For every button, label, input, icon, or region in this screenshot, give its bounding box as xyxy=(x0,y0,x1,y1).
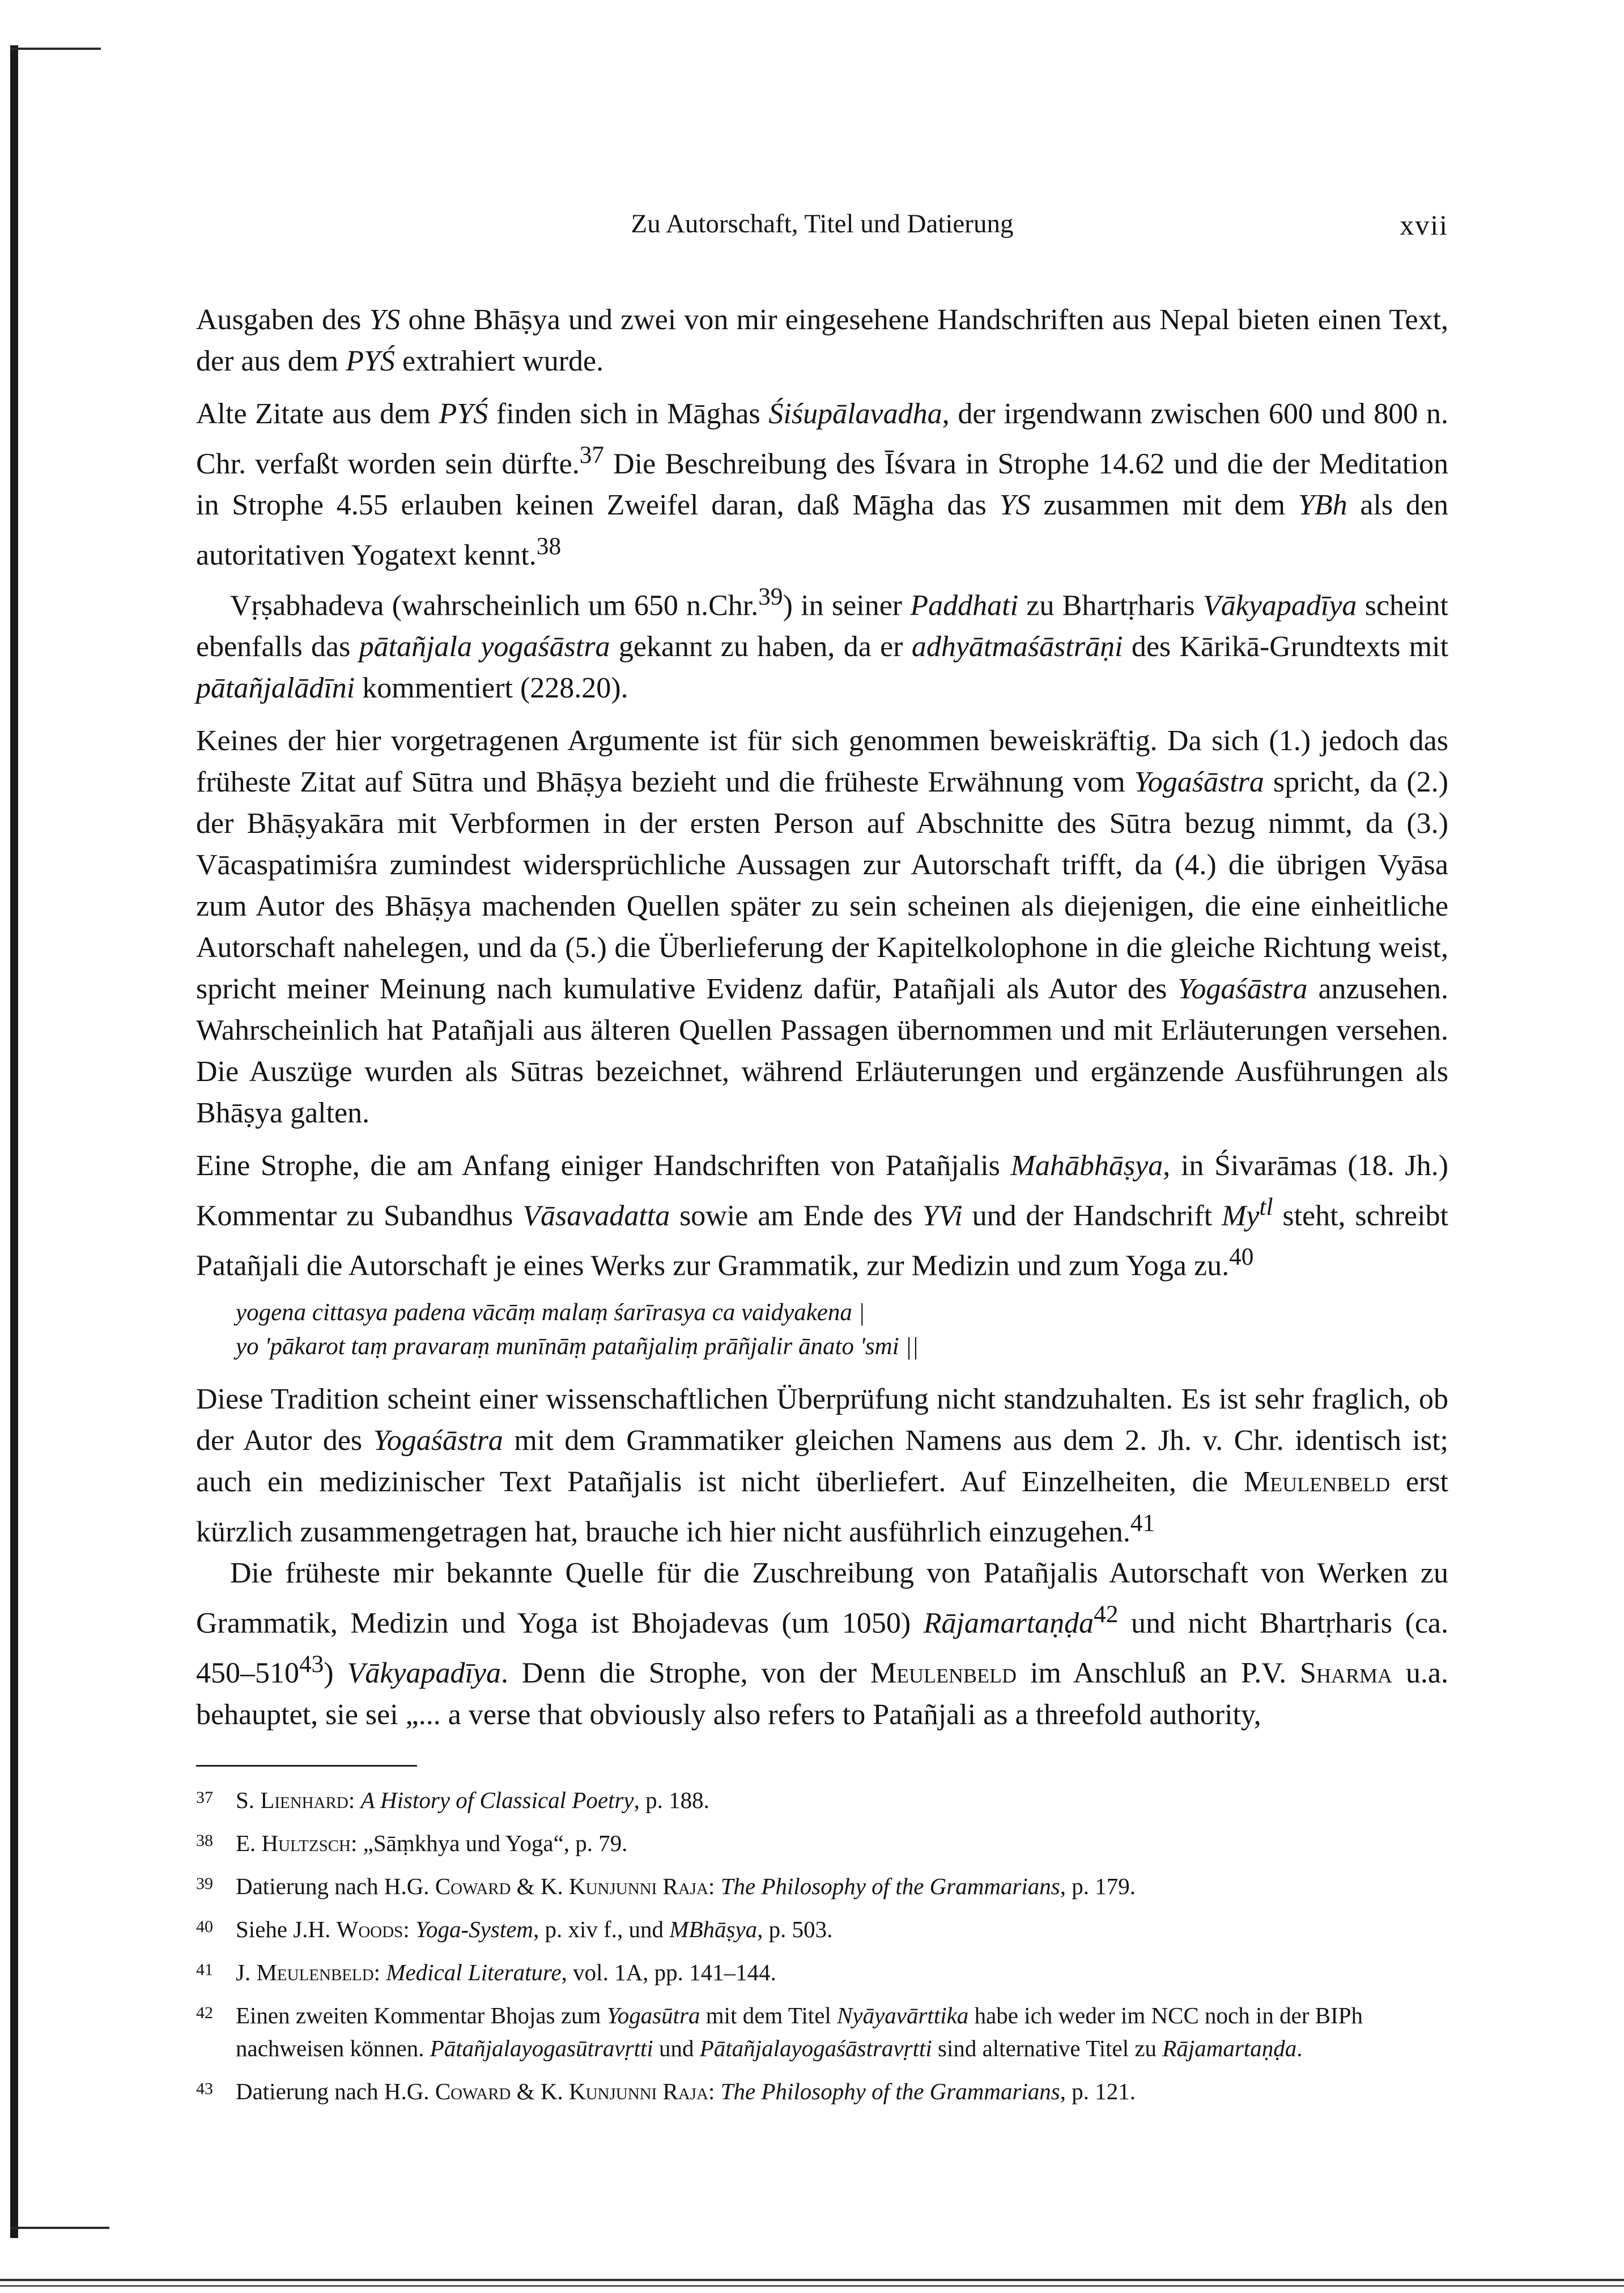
text-run: im Anschluß an P.V. xyxy=(1017,1657,1300,1690)
text-run: des Kārikā-Grundtexts mit xyxy=(1123,630,1449,663)
paragraph-7 xyxy=(196,1552,1448,1735)
footnote-ref-43[interactable]: 43 xyxy=(299,1650,324,1678)
text-run: . Denn die Strophe, von der xyxy=(501,1657,870,1690)
text-run: S. xyxy=(236,1786,261,1813)
author-sharma: Sharma xyxy=(1300,1657,1392,1690)
text-run: ohne Bhāṣya und zwei von mir eingesehene Handschriften aus Nepal bieten einen Text, der aus dem xyxy=(196,304,1449,377)
footnote-text xyxy=(236,1827,1448,1860)
author-name: Woods xyxy=(336,1916,403,1942)
paragraph-6 xyxy=(196,1379,1448,1552)
text-run: mit dem Grammatiker gleichen Namens aus dem 2. Jh. v. Chr. identisch ist; auch ein medizinischer Text Patañjalis ist nicht überliefert. Auf Einzelheiten, die xyxy=(196,1424,1448,1498)
text-run: & K. xyxy=(511,2078,569,2104)
text-run: Die früheste mir bekannte Quelle für die Zuschreibung von Patañjalis Autorschaft von Werken zu Grammatik, Medizin und Yoga ist Bhojadevas (um 1050) xyxy=(196,1556,1448,1640)
footnote-text xyxy=(236,1870,1448,1903)
verse-line-2: yo 'pākarot taṃ pravaraṃ munīnāṃ patañjaliṃ prāñjalir ānato 'smi || xyxy=(236,1333,919,1360)
text-run: . xyxy=(1296,2035,1303,2061)
paragraph-4 xyxy=(196,720,1448,1134)
title-yogasastra: Yogaśāstra xyxy=(1134,765,1264,798)
footnote-text xyxy=(236,1784,1448,1816)
paragraph-5 xyxy=(196,1145,1448,1287)
title-vakyapadiya: Vākyapadīya xyxy=(1202,589,1357,622)
footnote-39 xyxy=(196,1870,1448,1903)
footnote-ref-41[interactable]: 41 xyxy=(1130,1509,1155,1537)
text-run: zu Bhartṛharis xyxy=(1018,589,1203,622)
text-run: und der Handschrift xyxy=(962,1199,1222,1232)
text-run: , p. xiv f., und xyxy=(533,1916,670,1942)
page-number: xvii xyxy=(1400,209,1448,241)
text-run: ) xyxy=(324,1657,347,1690)
term-patanjala-yogasastra: pātañjala yogaśāstra xyxy=(359,630,610,663)
author-meulenbeld: Meulenbeld xyxy=(870,1657,1017,1690)
text-run: Alte Zitate aus dem xyxy=(196,398,439,430)
text-run: , vol. 1A, pp. 141–144. xyxy=(561,1959,776,1985)
text-run: extrahiert wurde. xyxy=(394,345,604,377)
footnote-ref-42[interactable]: 42 xyxy=(1094,1600,1119,1628)
abbr-pys: PYŚ xyxy=(346,345,395,377)
footnote-number: 41 xyxy=(196,1960,213,1979)
text-run: und xyxy=(653,2035,700,2061)
text-run: scheint ebenfalls das xyxy=(196,589,1449,663)
paragraph-1 xyxy=(196,299,1448,382)
work-title: A History of Classical Poetry xyxy=(360,1786,634,1813)
text-run: : „Sāṃkhya und Yoga“, p. 79. xyxy=(351,1830,628,1856)
title-rajamartanda: Rājamartaṇḍa xyxy=(923,1607,1094,1640)
footnote-number: 37 xyxy=(196,1788,213,1807)
text-run: , in Śivarāmas (18. Jh.) Kommentar zu Subandhus xyxy=(196,1149,1448,1232)
text-run: als den autoritativen Yogatext kennt. xyxy=(196,489,1449,572)
footnote-number: 38 xyxy=(196,1831,213,1850)
abbr-pys: PYŚ xyxy=(439,398,488,430)
footnote-ref-40[interactable]: 40 xyxy=(1229,1243,1254,1271)
text-run: Vṛṣabhadeva (wahrscheinlich um 650 n.Chr. xyxy=(230,589,759,622)
author-name: Coward xyxy=(435,1873,511,1899)
footnote-37 xyxy=(196,1784,1448,1816)
work-title: Yoga-System xyxy=(415,1916,534,1942)
footnote-43 xyxy=(196,2075,1448,2108)
work-title: Rājamartaṇḍa xyxy=(1162,2035,1297,2061)
author-name: Meulenbeld xyxy=(256,1959,374,1985)
text-run: Ausgaben des xyxy=(196,304,369,336)
text-run: Siehe J.H. xyxy=(236,1916,337,1942)
title-yogasastra: Yogaśāstra xyxy=(1177,972,1308,1005)
text-run: gekannt zu haben, da er xyxy=(610,630,912,663)
page-header xyxy=(196,209,1448,248)
footnotes xyxy=(196,1784,1448,2108)
text-run: , p. 179. xyxy=(1060,1873,1136,1899)
author-name: Kunjunni Raja xyxy=(569,2078,709,2104)
title-vasavadatta: Vāsavadatta xyxy=(522,1199,670,1232)
author-name: Hultzsch xyxy=(261,1830,351,1856)
text-run: : xyxy=(403,1916,415,1942)
text-run: spricht, da (2.) der Bhāṣyakāra mit Verbformen in der ersten Person auf Abschnitte des Sūtra bezug nimmt, da (3.) Vācaspatimiśra zumindest widersprüchliche Aussagen zur Autorschaft trifft, da (4.) die übrigen Vyāsa zum Autor des Bhāṣya machenden Quellen später zu sein scheinen als diejenigen, die eine einheitliche Autorschaft nahelegen, und da (5.) die Überlieferung der Kapitelkolophone in die gleiche Richtung weist, spricht meiner Meinung nach kumulative Evidenz dafür, Patañjali als Autor des xyxy=(196,765,1448,1005)
text-run: habe ich weder im NCC noch in der BIPh nachweisen können. xyxy=(236,2002,1363,2061)
scan-crop-mark-top xyxy=(10,48,101,50)
footnote-ref-39[interactable]: 39 xyxy=(758,582,783,610)
text-run: anzusehen. Wahrscheinlich hat Patañjali aus älteren Quellen Passagen übernommen und mit Erläuterungen versehen. Die Auszüge wurden als Sūtras bezeichnet, während Erläuterungen und ergänzende Ausführungen als Bhāṣya galten. xyxy=(196,972,1448,1129)
scan-crop-mark-bottom xyxy=(10,2227,109,2229)
text-run: : xyxy=(348,1786,361,1813)
title-mahabhasya: Mahābhāṣya xyxy=(1010,1149,1163,1182)
work-title: Medical Literature xyxy=(386,1959,562,1985)
author-name: Coward xyxy=(435,2078,511,2104)
footnote-ref-38[interactable]: 38 xyxy=(536,533,562,560)
text-run: finden sich in Māghas xyxy=(488,398,769,430)
text-run: : xyxy=(708,2078,721,2104)
verse-quote xyxy=(236,1296,1448,1364)
paragraph-3 xyxy=(196,576,1448,709)
work-title: Yogasūtra xyxy=(606,2002,700,2028)
author-name: Lienhard xyxy=(260,1786,348,1813)
work-title: Pātañjalayogasūtravṛtti xyxy=(430,2035,653,2061)
text-run: Diese Tradition scheint einer wissenschaftlichen Überprüfung nicht standzuhalten. Es ist sehr fraglich, ob der Autor des xyxy=(196,1382,1448,1457)
work-title: Pātañjalayogaśāstravṛtti xyxy=(699,2035,932,2061)
text-run: Eine Strophe, die am Anfang einiger Handschriften von Patañjalis xyxy=(196,1149,1011,1182)
term-patanjaladini: pātañjalādīni xyxy=(196,671,355,704)
footnote-number: 42 xyxy=(196,2003,213,2022)
abbr-yvi: YVi xyxy=(922,1199,963,1232)
footnote-text xyxy=(236,1956,1448,1989)
abbr-ybh: YBh xyxy=(1298,489,1347,522)
term-adhyatmasastrani: adhyātmaśāstrāṇi xyxy=(911,630,1123,663)
text-run: Datierung nach H.G. xyxy=(236,1873,435,1899)
title-sisupalavadha: Śiśupālavadha xyxy=(768,398,942,430)
author-meulenbeld: Meulenbeld xyxy=(1243,1465,1391,1498)
author-name: Kunjunni Raja xyxy=(569,1873,709,1899)
footnote-number: 43 xyxy=(196,2079,213,2098)
text-run: Die Beschreibung des Īśvara in Strophe 14.62 und die der Meditation in Strophe 4.55 erlauben keinen Zweifel daran, daß Māgha das xyxy=(196,448,1449,522)
work-title: MBhāṣya xyxy=(669,1916,758,1942)
abbr-ys: YS xyxy=(369,304,401,336)
text-run: E. xyxy=(236,1830,262,1856)
paragraph-2 xyxy=(196,393,1448,576)
footnote-text xyxy=(236,1913,1448,1946)
footnote-number: 39 xyxy=(196,1874,213,1893)
text-run: u.a. behauptet, sie sei „... a verse that obviously also refers to Patañjali as a threefold authority, xyxy=(196,1657,1448,1731)
text-run: zusammen mit dem xyxy=(1030,489,1298,522)
footnote-text xyxy=(236,2075,1448,2108)
text-run: kommentiert (228.20). xyxy=(355,671,628,704)
scan-bottom-edge-shadow xyxy=(0,2285,1624,2287)
footnote-number: 40 xyxy=(196,1917,213,1936)
footnote-42 xyxy=(196,1999,1448,2065)
text-run: , p. 188. xyxy=(634,1786,709,1813)
main-text xyxy=(196,299,1448,2118)
scan-binding-edge xyxy=(10,45,18,2238)
siglum-my: My xyxy=(1222,1199,1260,1232)
text-run: Keines der hier vorgetragenen Argumente ist für sich genommen beweiskräftig. Da sich (1.) jedoch das früheste Zitat auf Sūtra und Bhāṣya bezieht und die früheste Erwähnung vom xyxy=(196,724,1448,798)
text-run: : xyxy=(708,1873,721,1899)
footnote-41 xyxy=(196,1956,1448,1989)
text-run: steht, schreibt Patañjali die Autorschaft je eines Werks zur Grammatik, zur Medizin und zum Yoga zu. xyxy=(196,1199,1448,1282)
text-run: : xyxy=(373,1959,386,1985)
text-run: erst kürzlich zusammengetragen hat, brauche ich hier nicht ausführlich einzugehen. xyxy=(196,1465,1448,1548)
siglum-my-sup: tl xyxy=(1259,1193,1273,1220)
text-run: , p. 121. xyxy=(1060,2078,1136,2104)
title-paddhati: Paddhati xyxy=(910,589,1019,622)
verse-line-1: yogena cittasya padena vācāṃ malaṃ śarīrasya ca vaidyakena | xyxy=(236,1299,865,1326)
title-yogasastra: Yogaśāstra xyxy=(373,1424,503,1457)
text-run: , der irgendwann zwischen 600 und 800 n. Chr. verfaßt worden sein dürfte. xyxy=(196,398,1448,480)
text-run: mit dem Titel xyxy=(700,2002,837,2028)
text-run: Datierung nach H.G. xyxy=(236,2078,435,2104)
text-run: Einen zweiten Kommentar Bhojas zum xyxy=(236,2002,607,2028)
scan-bottom-edge xyxy=(0,2279,1624,2281)
footnote-40 xyxy=(196,1913,1448,1946)
text-run: & K. xyxy=(511,1873,569,1899)
footnote-separator xyxy=(196,1765,417,1767)
text-run: ) in seiner xyxy=(783,589,911,622)
work-title: Nyāyavārttika xyxy=(837,2002,969,2028)
text-run: , p. 503. xyxy=(757,1916,833,1942)
footnote-text xyxy=(236,1999,1448,2065)
text-run: sind alternative Titel zu xyxy=(932,2035,1163,2061)
text-run: J. xyxy=(236,1959,257,1985)
running-title: Zu Autorschaft, Titel und Datierung xyxy=(631,209,1014,239)
work-title: The Philosophy of the Grammarians xyxy=(720,1873,1060,1899)
abbr-ys: YS xyxy=(999,489,1031,522)
text-run: sowie am Ende des xyxy=(670,1199,922,1232)
title-vakyapadiya: Vākyapadīya xyxy=(347,1657,501,1690)
footnote-38 xyxy=(196,1827,1448,1860)
work-title: The Philosophy of the Grammarians xyxy=(720,2078,1060,2104)
text-run: und nicht Bhartṛharis (ca. 450–510 xyxy=(196,1607,1448,1690)
footnote-ref-37[interactable]: 37 xyxy=(579,441,605,469)
